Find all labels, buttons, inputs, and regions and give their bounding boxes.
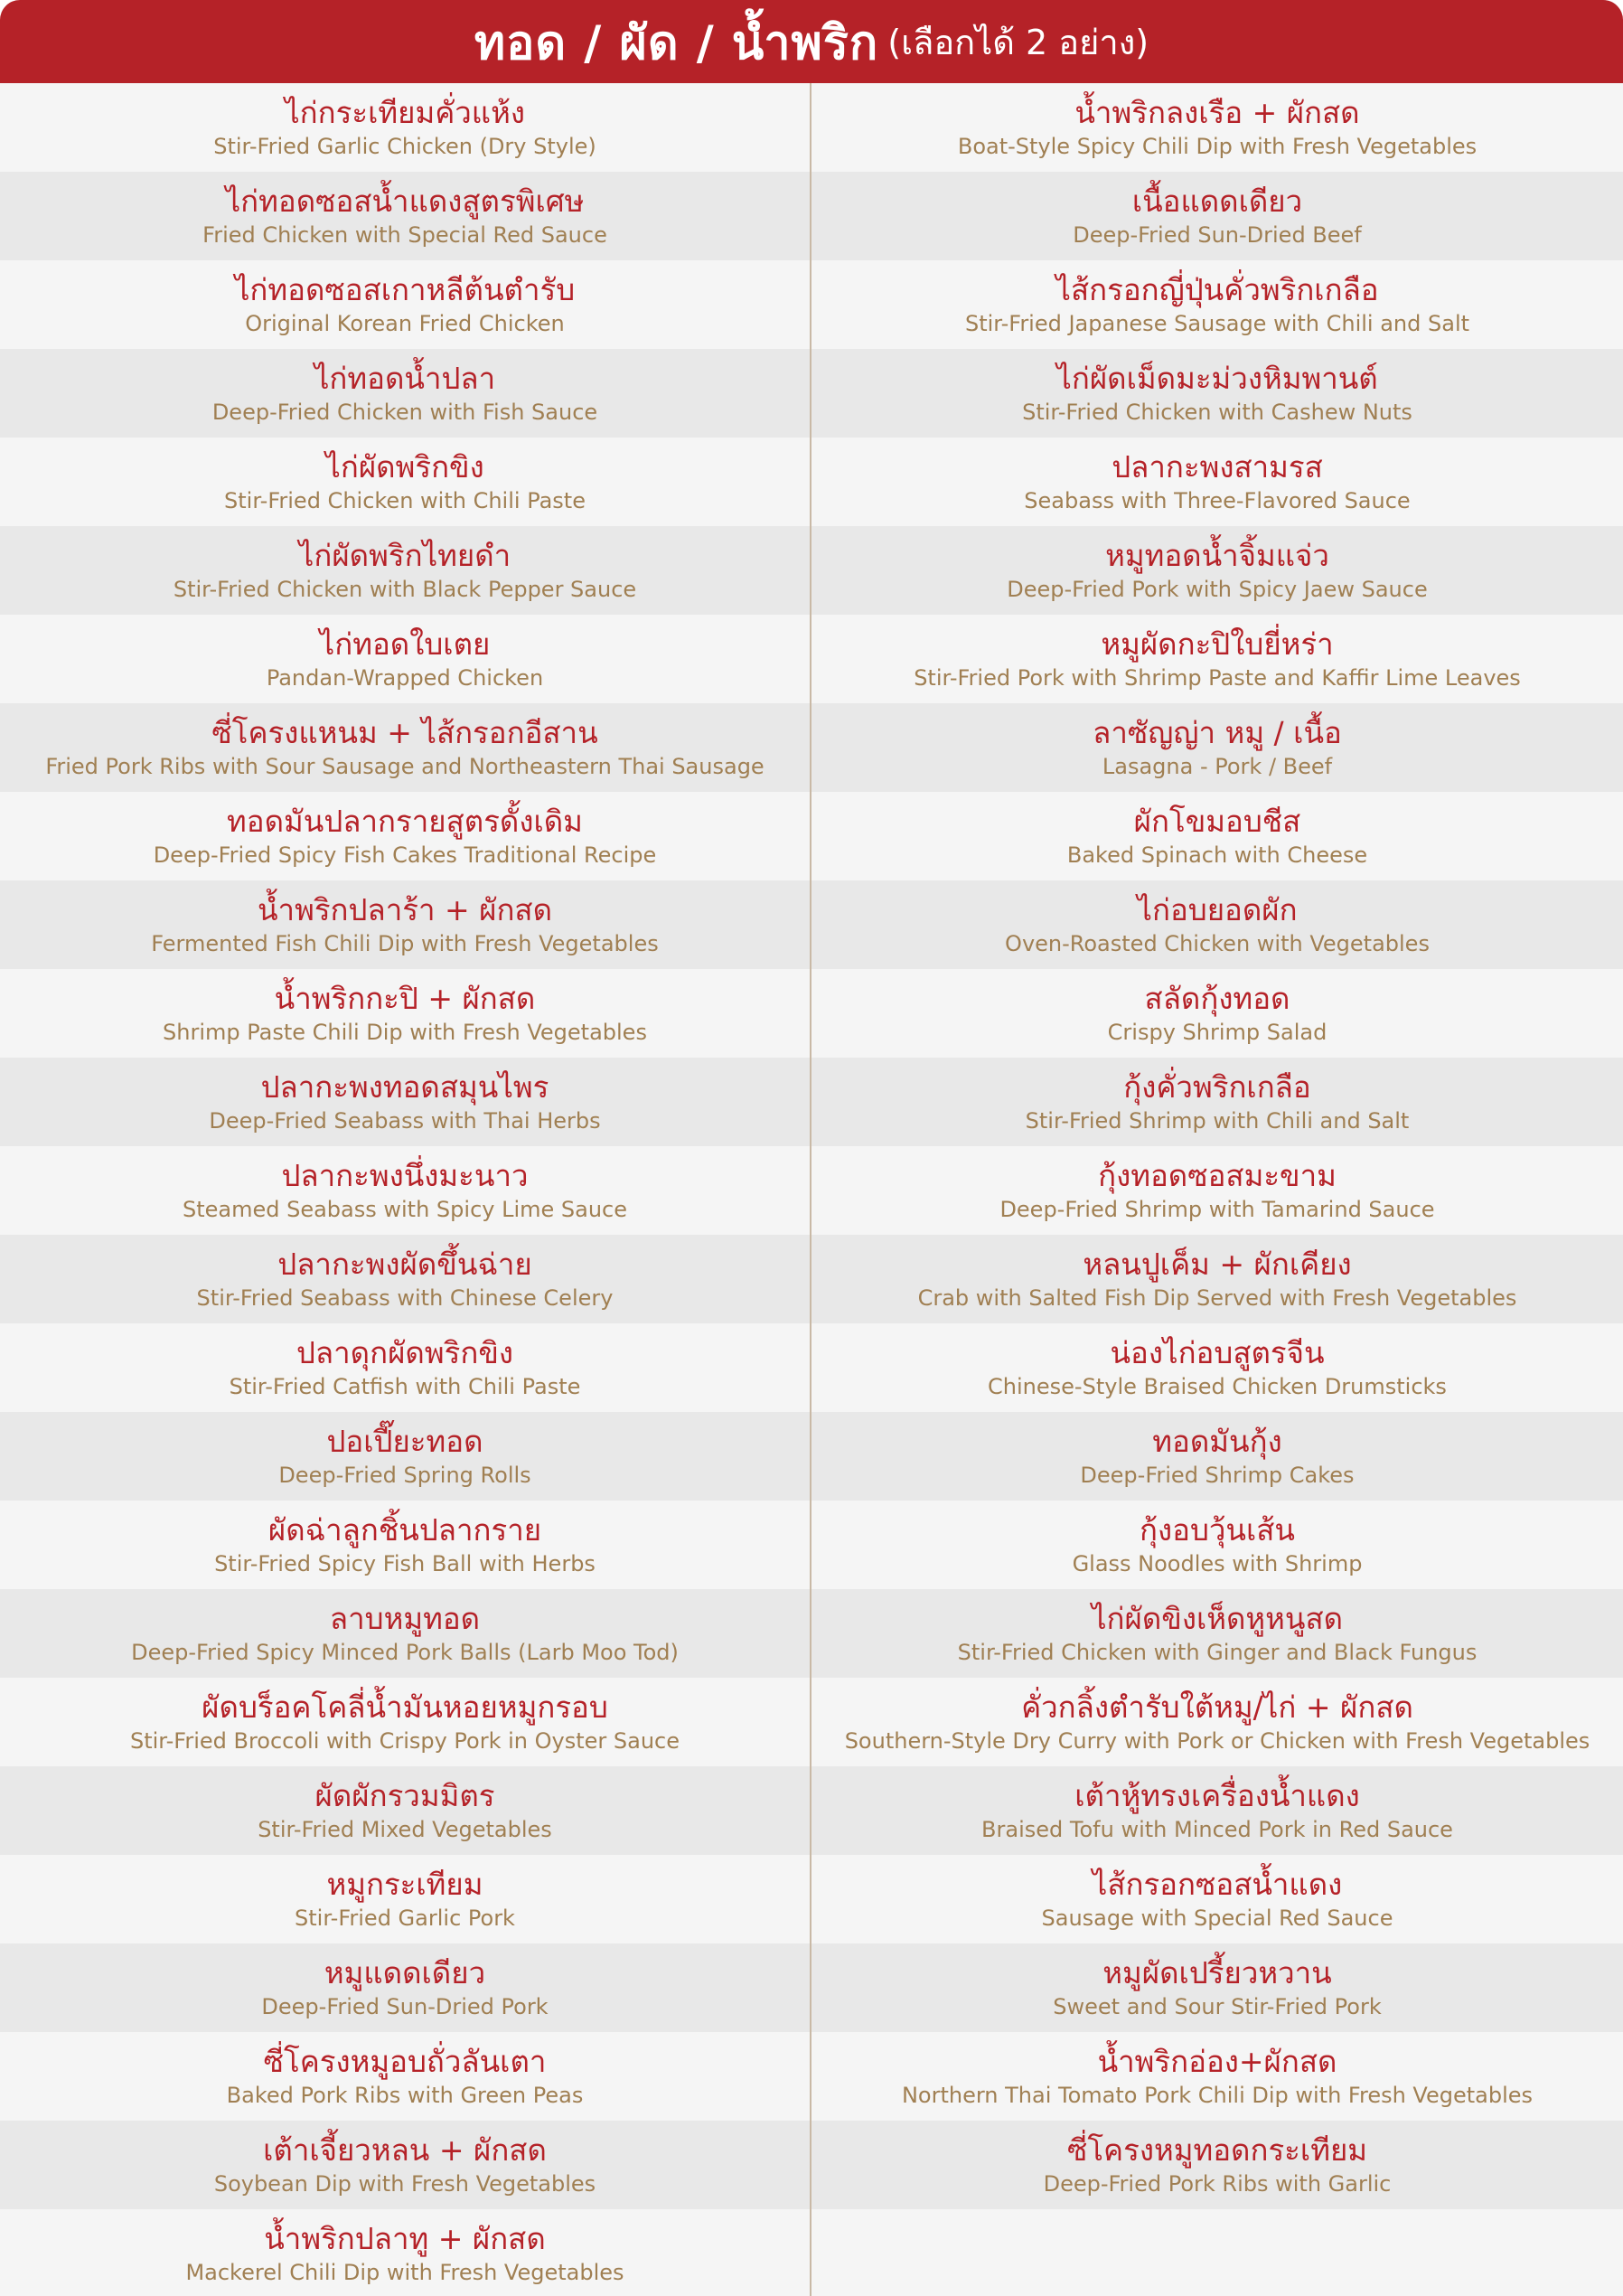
- menu-item-thai-name: หมูแดดเดียว: [324, 1955, 486, 1990]
- column-filler: [812, 2209, 1623, 2296]
- menu-item-thai-name: ไส้กรอกซอสน้ำแดง: [1092, 1867, 1343, 1902]
- menu-item: [0, 1943, 810, 2032]
- menu-item: [0, 1058, 810, 1146]
- menu-item-thai-name: ลาซัญญ่า หมู / เนื้อ: [1093, 715, 1342, 750]
- menu-item-thai-name: ซี่โครงหมูทอดกระเทียม: [1066, 2132, 1368, 2168]
- menu-item-english-name: Stir-Fried Spicy Fish Ball with Herbs: [214, 1551, 596, 1576]
- menu-item-thai-name: ไก่ทอดซอสน้ำแดงสูตรพิเศษ: [225, 183, 585, 219]
- menu-item: [0, 1323, 810, 1412]
- menu-item: [812, 1146, 1623, 1235]
- menu-item-thai-name: ไส้กรอกญี่ปุ่นคั่วพริกเกลือ: [1055, 272, 1379, 307]
- menu-item: [0, 2209, 810, 2296]
- menu-item-english-name: Stir-Fried Pork with Shrimp Paste and Kaffir Lime Leaves: [914, 665, 1521, 691]
- menu-item-english-name: Stir-Fried Garlic Pork: [295, 1905, 515, 1931]
- menu-item-thai-name: น่องไก่อบสูตรจีน: [1110, 1335, 1325, 1370]
- menu-item-thai-name: สลัดกุ้งทอด: [1144, 981, 1290, 1016]
- menu-item: [812, 2121, 1623, 2209]
- menu-item-english-name: Northern Thai Tomato Pork Chili Dip with Fresh Vegetables: [901, 2083, 1534, 2108]
- menu-item: [812, 2032, 1623, 2121]
- menu-item: [0, 880, 810, 969]
- menu-item: [0, 1146, 810, 1235]
- menu-item: [812, 526, 1623, 615]
- menu-item-english-name: Deep-Fried Sun-Dried Beef: [1073, 222, 1362, 248]
- menu-item: [812, 703, 1623, 792]
- menu-item-thai-name: กุ้งคั่วพริกเกลือ: [1123, 1069, 1311, 1105]
- menu-item-thai-name: ไก่ผัดขิงเห็ดหูหนูสด: [1091, 1601, 1344, 1636]
- menu-item-thai-name: หมูผัดกะปิใบยี่หร่า: [1101, 626, 1334, 662]
- menu-item-thai-name: ไก่ทอดใบเตย: [319, 626, 491, 662]
- menu-item: [812, 969, 1623, 1058]
- menu-item-thai-name: ลาบหมูทอด: [329, 1601, 481, 1636]
- menu-item-thai-name: ปลากะพงสามรส: [1112, 449, 1323, 485]
- menu-item-thai-name: เนื้อแดดเดียว: [1131, 183, 1303, 219]
- menu-item-english-name: Deep-Fried Seabass with Thai Herbs: [209, 1108, 601, 1134]
- menu-item-english-name: Sausage with Special Red Sauce: [1041, 1905, 1393, 1931]
- menu-item-english-name: Fried Pork Ribs with Sour Sausage and Northeastern Thai Sausage: [45, 754, 765, 779]
- menu-item: [0, 1412, 810, 1501]
- menu-item-english-name: Sweet and Sour Stir-Fried Pork: [1053, 1994, 1382, 2019]
- menu-item-thai-name: ไก่ผัดเม็ดมะม่วงหิมพานต์: [1056, 361, 1378, 396]
- menu-item-english-name: Baked Spinach with Cheese: [1066, 842, 1368, 868]
- menu-columns: [0, 83, 1623, 2296]
- menu-item-thai-name: ซี่โครงแหนม + ไส้กรอกอีสาน: [211, 715, 598, 750]
- menu-item: [0, 1855, 810, 1943]
- menu-item: [812, 1323, 1623, 1412]
- menu-item-thai-name: น้ำพริกปลาร้า + ผักสด: [257, 892, 553, 927]
- menu-item-thai-name: หลนปูเค็ม + ผักเคียง: [1083, 1247, 1352, 1282]
- menu-item-thai-name: ปลาดุกผัดพริกขิง: [296, 1335, 513, 1370]
- menu-item-thai-name: เต้าหู้ทรงเครื่องน้ำแดง: [1074, 1778, 1360, 1813]
- menu-item: [0, 1766, 810, 1855]
- menu-item-english-name: Deep-Fried Shrimp with Tamarind Sauce: [999, 1197, 1435, 1222]
- menu-item: [812, 1855, 1623, 1943]
- menu-item-thai-name: ทอดมันปลากรายสูตรดั้งเดิม: [227, 804, 583, 839]
- menu-item-english-name: Deep-Fried Pork Ribs with Garlic: [1043, 2171, 1392, 2197]
- menu-item: [0, 2121, 810, 2209]
- menu-item-thai-name: น้ำพริกปลาทู + ผักสด: [264, 2221, 546, 2256]
- menu-item-english-name: Stir-Fried Catfish with Chili Paste: [229, 1374, 581, 1399]
- menu-item-thai-name: น้ำพริกกะปิ + ผักสด: [274, 981, 536, 1016]
- menu-item: [0, 260, 810, 349]
- menu-item: [812, 792, 1623, 880]
- menu-item: [812, 1678, 1623, 1766]
- menu-item-english-name: Stir-Fried Mixed Vegetables: [258, 1817, 552, 1842]
- menu-item: [0, 1501, 810, 1589]
- menu-item: [0, 2032, 810, 2121]
- menu-item-thai-name: ผัดบร็อคโคลี่น้ำมันหอยหมูกรอบ: [202, 1689, 608, 1725]
- menu-item: [812, 880, 1623, 969]
- menu-item-thai-name: ผัดผักรวมมิตร: [314, 1778, 495, 1813]
- menu-item-english-name: Stir-Fried Chicken with Cashew Nuts: [1022, 400, 1412, 425]
- menu-item: [812, 172, 1623, 260]
- menu-item-english-name: Baked Pork Ribs with Green Peas: [226, 2083, 584, 2108]
- menu-item-thai-name: ไก่ผัดพริกไทยดำ: [298, 538, 511, 573]
- menu-item-english-name: Glass Noodles with Shrimp: [1072, 1551, 1363, 1576]
- menu-item-english-name: Braised Tofu with Minced Pork in Red Sauce: [981, 1817, 1453, 1842]
- menu-item: [0, 703, 810, 792]
- menu-item-thai-name: ปอเปี๊ยะทอด: [326, 1424, 483, 1459]
- menu-item-english-name: Chinese-Style Braised Chicken Drumsticks: [988, 1374, 1447, 1399]
- header-title: ทอด / ผัด / น้ำพริก: [474, 15, 879, 71]
- menu-item-english-name: Fermented Fish Chili Dip with Fresh Vegetables: [151, 931, 659, 956]
- left-menu-column: [0, 83, 812, 2296]
- menu-item-thai-name: ผักโขมอบชีส: [1133, 804, 1301, 839]
- menu-item: [812, 349, 1623, 438]
- menu-item: [812, 260, 1623, 349]
- menu-item-thai-name: หมูผัดเปรี้ยวหวาน: [1102, 1955, 1332, 1990]
- menu-item-thai-name: น้ำพริกอ่อง+ผักสด: [1097, 2044, 1337, 2079]
- menu-item-thai-name: ปลากะพงผัดขึ้นฉ่าย: [277, 1247, 532, 1282]
- menu-item: [0, 349, 810, 438]
- menu-item-english-name: Original Korean Fried Chicken: [245, 311, 565, 336]
- menu-item-english-name: Deep-Fried Sun-Dried Pork: [261, 1994, 549, 2019]
- menu-item: [0, 1678, 810, 1766]
- menu-item: [812, 615, 1623, 703]
- menu-item-english-name: Deep-Fried Chicken with Fish Sauce: [211, 400, 598, 425]
- menu-item: [0, 615, 810, 703]
- menu-item-thai-name: ไก่ผัดพริกขิง: [325, 449, 484, 485]
- menu-item-english-name: Pandan-Wrapped Chicken: [266, 665, 544, 691]
- menu-item-english-name: Stir-Fried Shrimp with Chili and Salt: [1025, 1108, 1410, 1134]
- menu-item-english-name: Fried Chicken with Special Red Sauce: [202, 222, 607, 248]
- menu-item-english-name: Deep-Fried Shrimp Cakes: [1080, 1463, 1355, 1488]
- header-subtitle: (เลือกได้ 2 อย่าง): [887, 22, 1149, 62]
- menu-item: [812, 1235, 1623, 1323]
- menu-item-thai-name: ไก่กระเทียมคั่วแห้ง: [285, 95, 525, 130]
- menu-item: [812, 1412, 1623, 1501]
- menu-item: [0, 526, 810, 615]
- menu-item-thai-name: ผัดฉ่าลูกชิ้นปลากราย: [267, 1512, 542, 1548]
- menu-item-thai-name: ปลากะพงนึ่งมะนาว: [281, 1158, 529, 1193]
- menu-item: [0, 1589, 810, 1678]
- menu-item: [0, 83, 810, 172]
- menu-item: [0, 1235, 810, 1323]
- menu-item-english-name: Stir-Fried Chicken with Ginger and Black Fungus: [957, 1640, 1478, 1665]
- menu-item-english-name: Stir-Fried Japanese Sausage with Chili and Salt: [964, 311, 1470, 336]
- menu-item-english-name: Steamed Seabass with Spicy Lime Sauce: [182, 1197, 628, 1222]
- menu-item-english-name: Crab with Salted Fish Dip Served with Fresh Vegetables: [917, 1285, 1517, 1311]
- menu-item-thai-name: กุ้งทอดซอสมะขาม: [1098, 1158, 1337, 1193]
- menu-item: [812, 1943, 1623, 2032]
- menu-item-thai-name: ทอดมันกุ้ง: [1152, 1424, 1282, 1459]
- menu-header: [0, 0, 1623, 83]
- menu-item-thai-name: ไก่ทอดซอสเกาหลีต้นตำรับ: [234, 272, 576, 307]
- menu-item-english-name: Stir-Fried Broccoli with Crispy Pork in Oyster Sauce: [129, 1728, 680, 1754]
- menu-item: [0, 172, 810, 260]
- menu-item: [812, 83, 1623, 172]
- menu-item-thai-name: คั่วกลิ้งตำรับใต้หมู/ไก่ + ผักสด: [1021, 1689, 1413, 1725]
- menu-item: [0, 438, 810, 526]
- menu-item-thai-name: กุ้งอบวุ้นเส้น: [1140, 1512, 1295, 1548]
- menu-item-english-name: Soybean Dip with Fresh Vegetables: [213, 2171, 596, 2197]
- menu-item: [0, 792, 810, 880]
- menu-item-english-name: Deep-Fried Pork with Spicy Jaew Sauce: [1007, 577, 1428, 602]
- menu-item-thai-name: ไก่ทอดน้ำปลา: [314, 361, 496, 396]
- menu-item-english-name: Lasagna - Pork / Beef: [1102, 754, 1333, 779]
- menu-item-thai-name: ซี่โครงหมูอบถั่วลันเตา: [263, 2044, 547, 2079]
- right-menu-column: [812, 83, 1623, 2296]
- menu-item: [812, 1501, 1623, 1589]
- menu-item: [812, 438, 1623, 526]
- menu-item-english-name: Stir-Fried Chicken with Chili Paste: [224, 488, 586, 513]
- menu-item-english-name: Stir-Fried Chicken with Black Pepper Sauce: [173, 577, 637, 602]
- menu-item-english-name: Deep-Fried Spring Rolls: [278, 1463, 531, 1488]
- menu-item-english-name: Boat-Style Spicy Chili Dip with Fresh Vegetables: [957, 134, 1478, 159]
- menu-item-english-name: Shrimp Paste Chili Dip with Fresh Vegetables: [163, 1020, 647, 1045]
- menu-item-english-name: Mackerel Chili Dip with Fresh Vegetables: [185, 2260, 624, 2285]
- menu-item: [0, 969, 810, 1058]
- menu-item-thai-name: เต้าเจี้ยวหลน + ผักสด: [263, 2132, 547, 2168]
- menu-item: [812, 1766, 1623, 1855]
- menu-item-english-name: Seabass with Three-Flavored Sauce: [1024, 488, 1411, 513]
- menu-item: [812, 1589, 1623, 1678]
- menu-item-english-name: Crispy Shrimp Salad: [1107, 1020, 1327, 1045]
- menu-item: [812, 1058, 1623, 1146]
- menu-item-thai-name: ไก่อบยอดผัก: [1137, 892, 1298, 927]
- menu-item-thai-name: ปลากะพงทอดสมุนไพร: [260, 1069, 549, 1105]
- menu-item-thai-name: หมูกระเทียม: [326, 1867, 483, 1902]
- menu-item-english-name: Oven-Roasted Chicken with Vegetables: [1005, 931, 1430, 956]
- menu-item-english-name: Stir-Fried Seabass with Chinese Celery: [196, 1285, 614, 1311]
- menu-item-english-name: Stir-Fried Garlic Chicken (Dry Style): [213, 134, 596, 159]
- menu-item-english-name: Southern-Style Dry Curry with Pork or Chicken with Fresh Vegetables: [844, 1728, 1590, 1754]
- menu-item-thai-name: น้ำพริกลงเรือ + ผักสด: [1074, 95, 1360, 130]
- menu-item-english-name: Deep-Fried Spicy Fish Cakes Traditional Recipe: [153, 842, 657, 868]
- menu-item-thai-name: หมูทอดน้ำจิ้มแจ่ว: [1105, 538, 1329, 573]
- menu-item-english-name: Deep-Fried Spicy Minced Pork Balls (Larb Moo Tod): [131, 1640, 679, 1665]
